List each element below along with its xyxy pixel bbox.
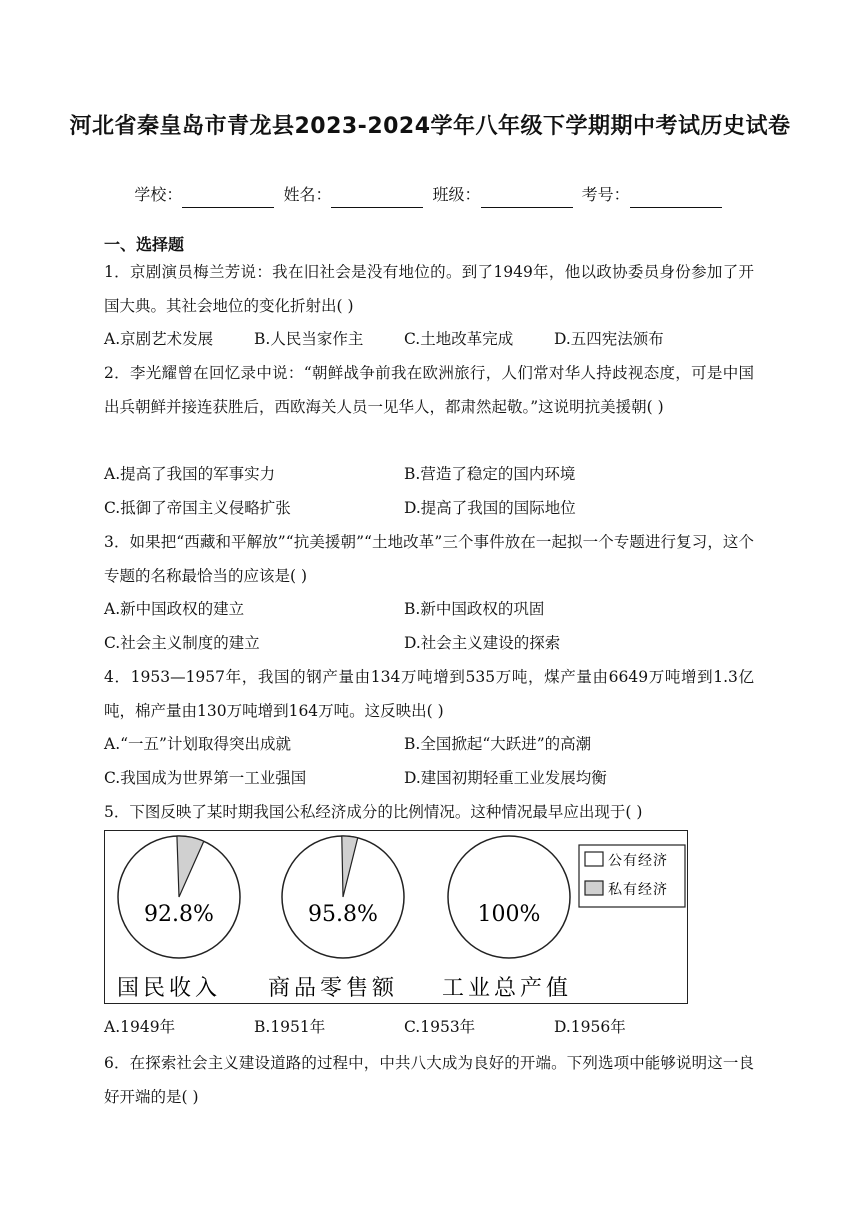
question-5-stem: 5．下图反映了某时期我国公私经济成分的比例情况。这种情况最早应出现于( )	[104, 803, 643, 821]
student-info-line	[0, 182, 860, 208]
q3-option-b[interactable]: B.新中国政权的巩固	[404, 600, 545, 618]
section-heading: 一、选择题	[104, 235, 185, 254]
q1-option-c[interactable]: C.土地改革完成	[404, 330, 514, 348]
q5-option-c[interactable]: C.1953年	[404, 1018, 476, 1036]
pie-3-caption: 工业总产值	[441, 976, 573, 1001]
q5-option-d[interactable]: D.1956年	[554, 1018, 626, 1036]
pie-2-caption: 商品零售额	[267, 976, 399, 1001]
q4-option-c[interactable]: C.我国成为世界第一工业强国	[104, 769, 307, 787]
q4-option-b[interactable]: B.全国掀起“大跃进”的高潮	[404, 735, 592, 753]
question-5-options	[104, 1010, 754, 1044]
q5-option-b[interactable]: B.1951年	[254, 1018, 326, 1036]
q2-option-c[interactable]: C.抵御了帝国主义侵略扩张	[104, 499, 291, 517]
q2-option-a[interactable]: A.提高了我国的军事实力	[104, 465, 276, 483]
q2-option-d[interactable]: D.提高了我国的国际地位	[404, 499, 576, 517]
question-3-options-row2	[104, 626, 754, 660]
question-2-options-row1	[104, 457, 754, 491]
exam-title: 河北省秦皇岛市青龙县2023-2024学年八年级下学期期中考试历史试卷	[69, 114, 791, 139]
q1-option-b[interactable]: B.人民当家作主	[254, 330, 364, 348]
question-2-stem: 2．李光耀曾在回忆录中说：“朝鲜战争前我在欧洲旅行，人们常对华人持歧视态度，可是中国出兵朝鲜并接连获胜后，西欧海关人员一见华人，都肃然起敬。”这说明抗美援朝( )	[104, 364, 754, 416]
class-blank[interactable]	[481, 189, 573, 208]
legend-label-private: 私有经济	[608, 882, 668, 898]
q4-option-a[interactable]: A.“一五”计划取得突出成就	[104, 735, 291, 753]
q2-option-b[interactable]: B.营造了稳定的国内环境	[404, 465, 576, 483]
question-3-options-row1	[104, 592, 754, 626]
name-label: 姓名：	[283, 185, 332, 204]
school-label: 学校：	[134, 185, 183, 204]
q3-option-c[interactable]: C.社会主义制度的建立	[104, 634, 260, 652]
name-blank[interactable]	[331, 189, 423, 208]
q5-option-a[interactable]: A.1949年	[104, 1018, 176, 1036]
pie-3-value-label: 100%	[477, 902, 541, 927]
q3-option-d[interactable]: D.社会主义建设的探索	[404, 634, 561, 652]
class-label: 班级：	[432, 185, 481, 204]
question-4-options-row2	[104, 761, 754, 795]
question-1-stem: 1．京剧演员梅兰芳说：我在旧社会是没有地位的。到了1949年，他以政协委员身份参加了开国大典。其社会地位的变化折射出( )	[104, 263, 754, 315]
pie-chart-figure	[104, 830, 688, 1004]
question-6-stem: 6．在探索社会主义建设道路的过程中，中共八大成为良好的开端。下列选项中能够说明这一良好开端的是( )	[104, 1054, 754, 1106]
q1-option-a[interactable]: A.京剧艺术发展	[104, 330, 214, 348]
id-blank[interactable]	[630, 189, 722, 208]
legend-swatch-private	[585, 881, 603, 895]
id-label: 考号：	[581, 185, 630, 204]
pie-chart-svg	[105, 831, 689, 1005]
question-4-options-row1	[104, 727, 754, 761]
question-4-stem: 4．1953—1957年，我国的钢产量由134万吨增到535万吨，煤产量由6649万吨增到1.3亿吨，棉产量由130万吨增到164万吨。这反映出( )	[104, 668, 754, 720]
q3-option-a[interactable]: A.新中国政权的建立	[104, 600, 245, 618]
question-3-stem: 3．如果把“西藏和平解放”“抗美援朝”“土地改革”三个事件放在一起拟一个专题进行复习，这个专题的名称最恰当的应该是( )	[104, 533, 754, 585]
pie-3-public-slice	[448, 836, 570, 958]
pie-1-caption: 国民收入	[116, 976, 222, 1001]
question-1-options	[104, 322, 754, 356]
school-blank[interactable]	[182, 189, 274, 208]
q4-option-d[interactable]: D.建国初期轻重工业发展均衡	[404, 769, 607, 787]
pie-1-value-label: 92.8%	[144, 902, 214, 927]
legend-swatch-public	[585, 852, 603, 866]
q1-option-d[interactable]: D.五四宪法颁布	[554, 330, 664, 348]
pie-2-value-label: 95.8%	[308, 902, 378, 927]
legend-label-public: 公有经济	[608, 853, 668, 869]
question-2-options-row2	[104, 491, 754, 525]
